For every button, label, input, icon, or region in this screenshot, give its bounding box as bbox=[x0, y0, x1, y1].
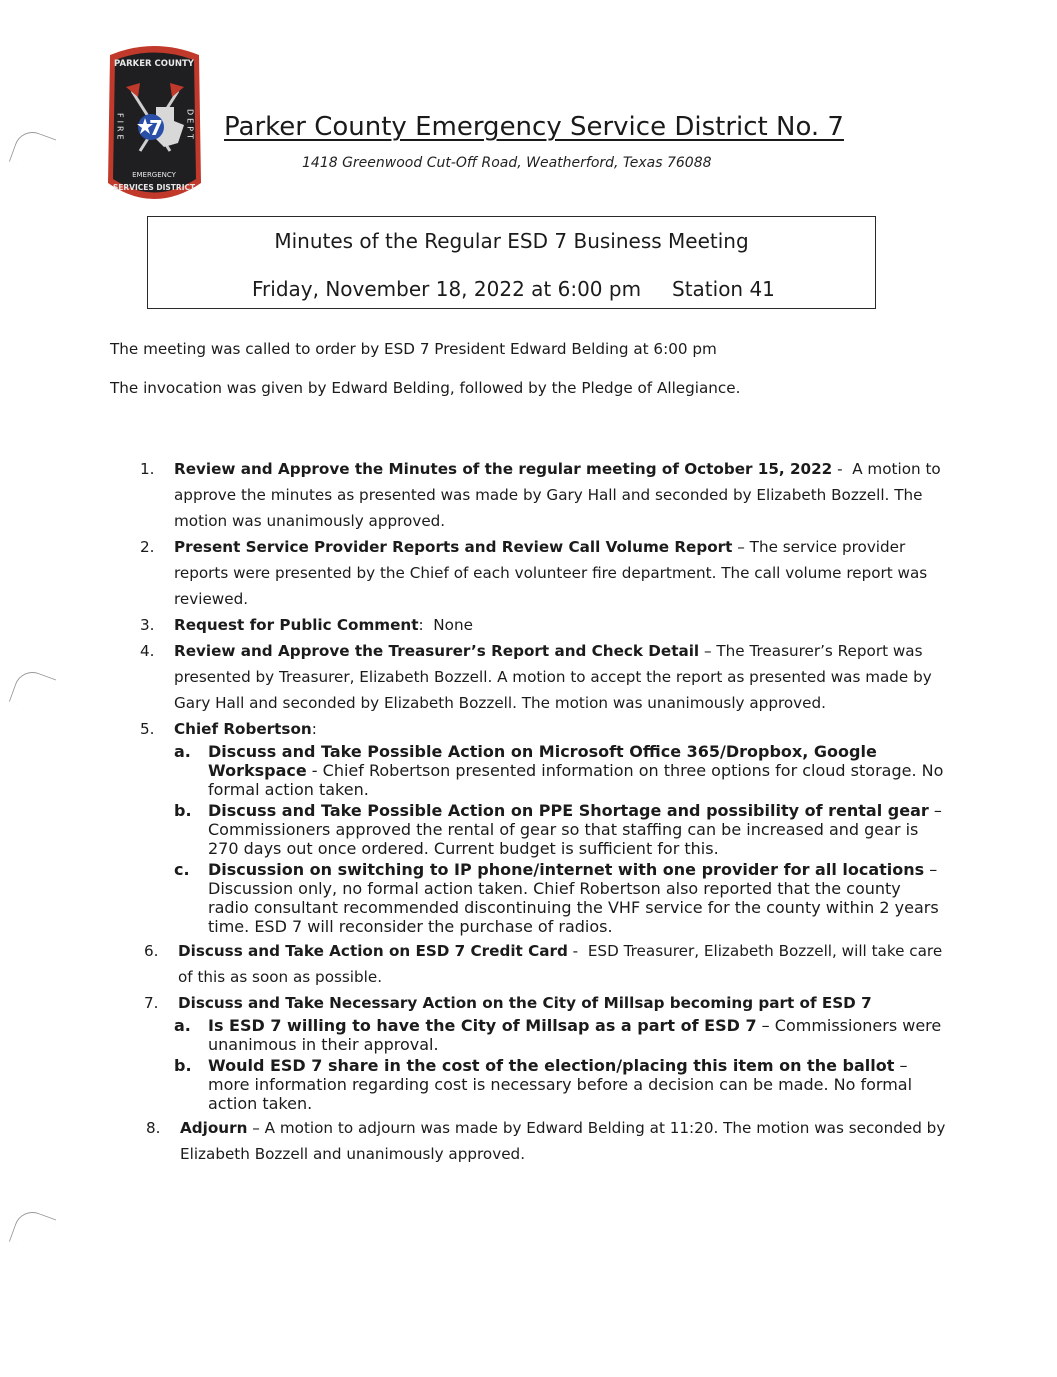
agenda-item bbox=[140, 612, 945, 638]
agenda-item-marker: 7. bbox=[144, 994, 159, 1012]
agenda-subitem-heading: Is ESD 7 willing to have the City of Millsap as a part of ESD 7 bbox=[208, 1016, 757, 1035]
meeting-info-box bbox=[147, 216, 876, 309]
meeting-datetime: Friday, November 18, 2022 at 6:00 pm bbox=[252, 277, 642, 301]
agenda-item-marker: 5. bbox=[140, 720, 155, 738]
agenda-subitem-heading: Would ESD 7 share in the cost of the election/placing this item on the ballot bbox=[208, 1056, 895, 1075]
agenda-subitem-marker: a. bbox=[174, 742, 191, 761]
agenda-item bbox=[140, 456, 945, 534]
agenda-item-text: ESD Treasurer, Elizabeth Bozzell, will take care of this as soon as possible. bbox=[178, 942, 943, 986]
agenda-item-marker: 1. bbox=[140, 460, 155, 478]
agenda-item-text: The service provider reports were presented by the Chief of each volunteer fire department. The call volume report was reviewed. bbox=[174, 538, 928, 608]
agenda-subitem-separator: – bbox=[924, 860, 943, 879]
agenda-item-heading: Discuss and Take Necessary Action on the City of Millsap becoming part of ESD 7 bbox=[178, 994, 872, 1012]
call-to-order-text: The meeting was called to order by ESD 7 President Edward Belding at 6:00 pm bbox=[110, 340, 717, 358]
agenda-subitem-separator: – bbox=[756, 1016, 775, 1035]
logo-number: 7 bbox=[149, 116, 163, 140]
agenda-list bbox=[140, 456, 945, 1167]
logo-bottom-text-1: EMERGENCY bbox=[132, 171, 176, 179]
agenda-item-marker: 3. bbox=[140, 616, 155, 634]
logo-left-text: FIRE bbox=[115, 113, 125, 143]
agenda-subitem-text: more information regarding cost is necessary before a decision can be made. No formal action taken. bbox=[208, 1075, 913, 1113]
agenda-item-text: The Treasurer’s Report was presented by Treasurer, Elizabeth Bozzell. A motion to accept the report as presented was made by Gary Hall and seconded by Elizabeth Bozzell. The motion was unanimously approved. bbox=[174, 642, 932, 712]
agenda-item-heading: Present Service Provider Reports and Review Call Volume Report bbox=[174, 538, 733, 556]
agenda-subitem-heading: Discussion on switching to IP phone/internet with one provider for all locations bbox=[208, 860, 925, 879]
org-address: 1418 Greenwood Cut-Off Road, Weatherford, Texas 76088 bbox=[302, 155, 712, 171]
agenda-subitem-separator: – bbox=[928, 801, 947, 820]
agenda-item-marker: 8. bbox=[146, 1119, 161, 1137]
agenda-item bbox=[140, 638, 945, 716]
logo-top-text: PARKER COUNTY bbox=[114, 59, 194, 69]
agenda-item bbox=[144, 938, 949, 990]
agenda-item-heading: Chief Robertson bbox=[174, 720, 312, 738]
agenda-item-heading: Review and Approve the Treasurer’s Report and Check Detail bbox=[174, 642, 700, 660]
agenda-subitem-marker: c. bbox=[174, 860, 190, 879]
agenda-subitem bbox=[174, 801, 945, 858]
agenda-subitem-marker: b. bbox=[174, 1056, 192, 1075]
agenda-item-text: None bbox=[433, 616, 473, 634]
agenda-item-marker: 2. bbox=[140, 538, 155, 556]
logo-right-text: DEPT bbox=[185, 109, 195, 142]
agenda-item bbox=[144, 990, 949, 1016]
invocation-text: The invocation was given by Edward Belding, followed by the Pledge of Allegiance. bbox=[110, 379, 741, 397]
agenda-item-separator: : bbox=[418, 616, 434, 634]
agenda-item-separator: - bbox=[567, 942, 588, 960]
agenda-item bbox=[140, 534, 945, 612]
agenda-item-text: A motion to approve the minutes as presented was made by Gary Hall and seconded by Elizabeth Bozzell. The motion was unanimously approved. bbox=[174, 460, 941, 530]
agenda-item-heading: Discuss and Take Action on ESD 7 Credit Card bbox=[178, 942, 568, 960]
logo-bottom-text-2: SERVICES DISTRICT bbox=[112, 183, 196, 192]
agenda-subitem-text: Commissioners approved the rental of gear so that staffing can be increased and gear is 270 days out once ordered. Current budget is sufficient for this. bbox=[208, 820, 919, 858]
agenda-item-text: A motion to adjourn was made by Edward Belding at 11:20. The motion was seconded by Elizabeth Bozzell and unanimously approved. bbox=[180, 1119, 946, 1163]
agenda-item-heading: Adjourn bbox=[180, 1119, 248, 1137]
agenda-subitem bbox=[174, 742, 945, 799]
agenda-subitem-text: Discussion only, no formal action taken. Chief Robertson also reported that the county radio consultant recommended discontinuing the VHF service for the county within 2 years time. ESD 7 will reconsider the purchase of radios. bbox=[208, 879, 939, 936]
agenda-item bbox=[146, 1115, 951, 1167]
agenda-subitem-marker: a. bbox=[174, 1016, 191, 1035]
meeting-title: Minutes of the Regular ESD 7 Business Meeting bbox=[274, 229, 749, 253]
punch-hole-mark bbox=[9, 667, 56, 714]
punch-hole-mark bbox=[9, 1207, 56, 1254]
agenda-item-separator: - bbox=[832, 460, 853, 478]
agenda-subitem-heading: Discuss and Take Possible Action on PPE Shortage and possibility of rental gear bbox=[208, 801, 929, 820]
agenda-item-separator: – bbox=[247, 1119, 265, 1137]
agenda-item-heading: Request for Public Comment bbox=[174, 616, 419, 634]
agenda-item bbox=[140, 716, 945, 742]
agenda-subitem bbox=[174, 860, 945, 936]
agenda-subitem-separator: - bbox=[306, 761, 323, 780]
agenda-subitem bbox=[174, 1056, 945, 1113]
agenda-subitem-text: Chief Robertson presented information on three options for cloud storage. No formal action taken. bbox=[208, 761, 944, 799]
agenda-subitem-separator: – bbox=[894, 1056, 913, 1075]
agenda-item-marker: 6. bbox=[144, 942, 159, 960]
agenda-subitem bbox=[174, 1016, 945, 1054]
agenda-subitem-text: Commissioners were unanimous in their approval. bbox=[208, 1016, 942, 1054]
agenda-item-heading: Review and Approve the Minutes of the regular meeting of October 15, 2022 bbox=[174, 460, 833, 478]
agenda-subitem-heading: Discuss and Take Possible Action on Microsoft Office 365/Dropbox, Google Workspace bbox=[208, 742, 877, 780]
agenda-item-marker: 4. bbox=[140, 642, 155, 660]
agenda-item-separator: – bbox=[699, 642, 717, 660]
esd-patch-logo bbox=[104, 43, 205, 206]
agenda-subitem-marker: b. bbox=[174, 801, 192, 820]
meeting-location: Station 41 bbox=[672, 277, 775, 301]
agenda-item-separator: : bbox=[311, 720, 317, 738]
org-title: Parker County Emergency Service District No. 7 bbox=[224, 112, 844, 142]
agenda-item-separator: – bbox=[732, 538, 750, 556]
punch-hole-mark bbox=[9, 127, 56, 174]
